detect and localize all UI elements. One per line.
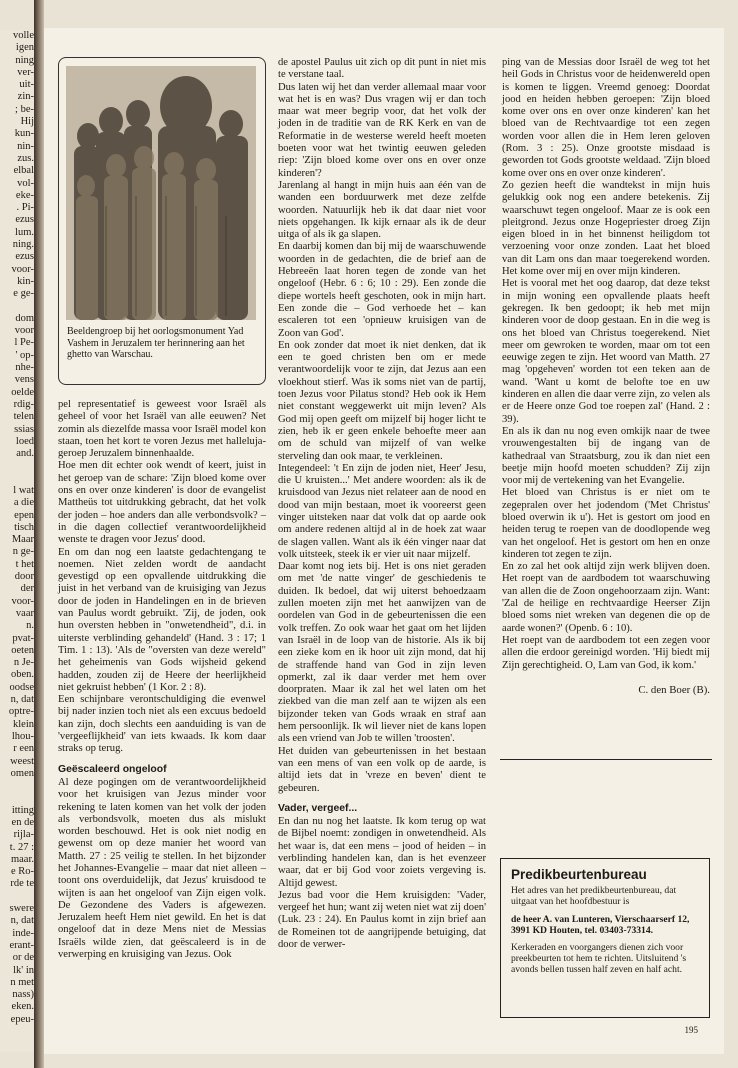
- margin-fragment: volle: [13, 30, 34, 41]
- margin-fragment: erant-: [9, 939, 34, 951]
- margin-fragment: [0, 891, 34, 903]
- margin-fragment: swere: [9, 903, 34, 915]
- margin-fragment: der: [20, 583, 34, 595]
- paragraph: En daarbij komen dan bij mij de waarschuwende woorden in de gedachten, die de brief aan de Hebreeën laat horen tegen de zonde van het ongeloof (Hebr. 6 : 6; 10 : 29). Een zonde die diepe wortels heeft geschoten, ook in mijn hart. Een zonde die – God verhoede het – kan escaleren tot een 'opnieuw kruisigen van de Zoon van God'.: [278, 241, 486, 339]
- margin-fragment: [0, 780, 34, 792]
- margin-fragment: . Pi-: [16, 202, 34, 214]
- margin-fragment: kin-: [17, 275, 34, 287]
- paragraph: Dus laten wij het dan verder allemaal maar voor wat het is en was? Dus vragen wij er dan toch maar wat meer begrip voor, dat het volk der joden in de traditie van de RK Kerk en van de Reformatie in de westerse wereld heeft moeten boeten voor wat het twintig eeuwen geleden riep: 'Zijn bloed kome over ons en over onze kinderen'?: [278, 81, 486, 179]
- margin-fragment: maar.: [10, 853, 34, 865]
- margin-fragment: igen: [15, 42, 34, 54]
- margin-fragment: Maar: [11, 534, 34, 546]
- margin-fragment: en de: [11, 817, 34, 828]
- margin-fragment: dom: [15, 312, 34, 324]
- margin-fragment: door: [14, 571, 34, 583]
- section-heading-escalated: Geëscaleerd ongeloof: [58, 763, 167, 775]
- paragraph: En als ik dan nu nog even omkijk naar de twee vrouwengestalten bij de ingang van de kathedraal van Straatsburg, zou ik dan niet een beetje mijn hoofd moeten schudden? Zij zijn voor mij de vertekening van het Evangelie.: [502, 425, 710, 487]
- paragraph: Een schijnbare verontschuldiging die evenwel bij nader inzien toch niet als een excuus bedoeld kan zijn, doch slechts een aanduiding is van de 'vergeeflijkheid' van iets kwaads. Ik kom daar straks op terug.: [58, 694, 266, 755]
- paragraph: Hoe men dit echter ook wendt of keert, juist in het geroep van de schare: 'Zijn bloed kome over ons en over onze kinderen' is door de evangelist Mattheüs tot uitdrukking gebracht, dat het volk der joden – hoe anders dan alle verbondsvolk? – in die dagen collectief verantwoordelijkheid wenste te dragen voor Jezus' dood.: [58, 460, 266, 546]
- margin-fragment: e Ro-: [10, 866, 34, 878]
- author-signature: C. den Boer (B).: [638, 683, 710, 696]
- paragraph: En om dan nog een laatste gedachtengang te noemen. Niet zelden wordt de aandacht gevestigd op een opvallende uitdrukking die juist in het verband van de kruisiging van Jezus door de joden in Handelingen en in de brieven van Paulus wordt gebruikt. 'Zij, de joden, ook hun oversten hebben in "onwetendheid", d.i. in uiterste verblinding gehandeld' (Hand. 3 : 17; 1 Tim. 1 : 13). 'Als de "oversten van deze wereld" het geheimenis van Gods wijsheid gekend hadden, zouden zij de Heere der heerlijkheid niet gekruist hebben' (1 Kor. 2 : 8).: [58, 546, 266, 693]
- margin-fragment: r een: [13, 743, 34, 755]
- paragraph: de apostel Paulus uit zich op dit punt in niet mis te verstane taal.: [278, 57, 486, 81]
- paragraph: En ook zonder dat moet ik niet denken, dat ik een te goed christen ben om er mede verantwoordelijk voor te zijn, dat Jezus aan een vloekhout stierf. Was ik soms niet van de partij, toen Jezus voor Pilatus stond? Heb ook ik Hem niet constant weggewerkt uit mijn leven? Als God mij open geeft om mijzelf bij hoger licht te zien, heb ik er geen enkele behoefte meer aan om de schuld van mijzelf of van welke sterveling dan ook maar, te verkleinen.: [278, 339, 486, 462]
- margin-fragment: ' op-: [15, 349, 34, 361]
- margin-fragment: rijla-: [13, 829, 34, 841]
- margin-fragment: ssias: [14, 423, 34, 435]
- margin-fragment: weest: [10, 755, 34, 767]
- paragraph: Al deze pogingen om de verantwoordelijkheid voor het kruisigen van Jezus minder voor rekening te laten komen van het volk der joden als verbondsvolk, moeten dus als mislukt worden beschouwd. Het is ook niet nodig en gewenst om op deze manier het woord van Matth. 27 : 25 veilig te stellen. In het bijzonder het Johannes-Evangelie – maar dat niet alleen – toont ons overduidelijk, dat Jezus' kruisdood te wijten is aan het ongeloof van Zijn eigen volk. De Gezondene des Vaders is afgewezen. Jeruzalem heeft Hem niet gewild. En het is dat ongeloof dat in deze Mens niet de Messias Israëls wilde zien, dat geëscaleerd is in de verwerping en kruisiging van Jezus. Ook: [58, 776, 266, 961]
- margin-fragment: [0, 460, 34, 472]
- margin-fragment: n, dat: [10, 915, 34, 927]
- margin-fragment: e ge-: [13, 288, 34, 300]
- margin-fragment: ning: [15, 54, 34, 66]
- column-3: [502, 57, 710, 696]
- margin-fragment: klein: [13, 718, 34, 730]
- margin-fragment: optre-: [8, 706, 34, 718]
- margin-fragment: epen: [14, 509, 34, 521]
- margin-fragment: oodse: [9, 681, 34, 693]
- margin-fragment: ver-: [17, 66, 34, 78]
- box-note: Kerkeraden en voorgangers dienen zich voor preekbeurten tot hem te richten. Uitsluitend 's avonds bellen tussen half zeven en half acht.: [511, 942, 687, 976]
- section-heading-father: Vader, vergeef...: [278, 802, 358, 814]
- photo-figure: [58, 57, 266, 385]
- paragraph: Het bloed van Christus is er niet om te zegepralen over het jodendom ('Met Christus' bloed overwin ik u'). Het is gestort om jood en heiden terug te roepen van de doodlopende weg van het ongeloof. Het is gestort om hen en onze kinderen tot zegen te zijn.: [502, 487, 710, 560]
- margin-fragment: pvat-: [12, 632, 34, 644]
- margin-fragment: rde te: [10, 878, 34, 890]
- margin-fragment: vaar: [15, 607, 34, 619]
- paragraph: Jarenlang al hangt in mijn huis aan één van de wanden een borduurwerk met deze zelfde woorden. Natuurlijk heb ik dat daar niet voor niets opgehangen. Ik kijk ernaar als ik de deur uitga of als ik ga slapen.: [278, 179, 486, 241]
- margin-fragment: zus.: [17, 152, 34, 164]
- column-1: [58, 399, 266, 961]
- margin-fragment: vens: [14, 374, 34, 386]
- margin-fragment: nin-: [17, 140, 34, 152]
- margin-fragment: or de: [12, 952, 34, 964]
- paragraph: Zo gezien heeft die wandtekst in mijn huis gelukkig ook nog een andere betekenis. Zij waarschuwt tegen ongeloof. Maar ze is ook een pleitgrond. Jezus onze Hogepriester droeg Zijn eigen bloed in in het binnenst heiligdom tot verzoening voor onze zonden. Laat het bloed van dit Lam ons dan maar toegerekend worden. Het kome over mij en over mijn kinderen.: [502, 179, 710, 278]
- page-number: 195: [684, 1025, 698, 1035]
- margin-fragment: voor-: [11, 595, 34, 607]
- margin-fragment: telen: [13, 411, 34, 423]
- margin-fragment: n, dat: [10, 694, 34, 706]
- margin-fragment: nass): [12, 989, 34, 1001]
- margin-fragment: n ge-: [12, 546, 34, 558]
- margin-fragment: kun-: [14, 128, 34, 140]
- margin-fragment: n met: [10, 976, 34, 988]
- paragraph: En dan nu nog het laatste. Ik kom terug op wat de Bijbel noemt: zondigen in onwetendheid. Als het waar is, dat een mens – jood of heiden – in verblinding handelen kan, dan is het evenzeer waar, dat er bij God voor zoiets vergeving is. Altijd gewest.: [278, 816, 486, 889]
- margin-fragment: zin-: [17, 91, 34, 103]
- margin-fragment: lum.: [15, 226, 34, 238]
- margin-fragment: uit-: [19, 79, 34, 91]
- margin-fragment: ning.: [12, 239, 34, 251]
- margin-fragment: Hij: [20, 116, 34, 128]
- margin-fragment: [0, 792, 34, 804]
- box-title: Predikbeurtenbureau: [511, 867, 647, 882]
- margin-fragment: eken.: [11, 1001, 34, 1013]
- paragraph: Daar komt nog iets bij. Het is ons niet geraden om met 'de natte vinger' de geschiedenis te duiden. Ik bedoel, dat wij uiterst behoedzaam zullen moeten zijn met het aanwijzen van de oordelen van God in de gebeurtenissen die een volk treffen. Zo ook waar het gaat om het lijden van Israël in de loop van de historie. Als ik bij een zieke kom en ik hoor uit zijn mond, dat hij de straffende hand van God in zijn leven opmerkt, zal ik daar verder met hem over doorpraten. Maar ik zal het wel laten om het ziekbed van die man zelf aan te wijzen als een bijzonder teken van Gods wraak en straf aan hem persoonlijk. Ik wil liever niet de kans lopen als een vriend van Job te willen 'troosten'.: [278, 561, 486, 745]
- previous-page-margin: [0, 30, 34, 1052]
- paragraph: Het is vooral met het oog daarop, dat deze tekst in mijn woning een opvallende plaats heeft gekregen. Ik ben gedoopt; ik heb met mijn kinderen voor de doop gestaan. En in die weg is ons het bloed van Christus toegerekend. Niet meer om gewroken te worden, maar om tot een eeuwige zegen te zijn. Het woord van Matth. 27 mag 'opgeheven' worden tot een teken aan de wand. 'Want u komt de belofte toe en uw kinderen en allen die daar verre zijn, zo velen als er de Heere onze God toe roepen zal' (Hand. 2 : 39).: [502, 278, 710, 425]
- margin-fragment: epeu-: [10, 1013, 34, 1025]
- predikbeurten-box: [500, 858, 710, 1018]
- margin-fragment: itting: [11, 804, 34, 816]
- margin-fragment: eke-: [15, 189, 34, 201]
- box-intro: Het adres van het predikbeurtenbureau, dat uitgaat van het hoofdbestuur is: [511, 885, 677, 908]
- margin-fragment: lhou-: [11, 730, 34, 742]
- paragraph: Jezus bad voor die Hem kruisigden: 'Vader, vergeef het hun; want zij weten niet wat zij doen' (Luk. 23 : 24). En Paulus komt in zijn brief aan de Romeinen tot de aangrijpende betuiging, dat door de verwer-: [278, 889, 486, 951]
- margin-fragment: ezus: [15, 251, 34, 263]
- margin-fragment: t. 27 :: [9, 841, 34, 853]
- margin-fragment: oben.: [10, 669, 34, 681]
- margin-fragment: loed: [15, 435, 34, 447]
- margin-fragment: nhe-: [15, 362, 34, 374]
- margin-fragment: oelde: [11, 386, 34, 398]
- margin-fragment: vol-: [17, 177, 34, 189]
- paragraph: Het roept van de aardbodem tot een zegen voor allen die erdoor gereinigd worden. 'Hij biedt mij Zijn gerechtigheid. O, Lam van God, ik kom.': [502, 634, 710, 671]
- paragraph: En zo zal het ook altijd zijn werk blijven doen. Het roept van de aardbodem tot waarschuwing van allen die de Zoon ongehoorzaam zijn. Want: 'Zal de heilige en rechtvaardige Heerser Zijn bloed soms niet wreken van degenen die op de aarde wonen?' (Openb. 6 : 10).: [502, 561, 710, 634]
- margin-fragment: voor: [14, 325, 34, 337]
- book-spine: [34, 0, 44, 1068]
- margin-fragment: tisch: [14, 521, 34, 533]
- margin-fragment: t het: [15, 558, 34, 570]
- margin-fragment: [0, 473, 34, 485]
- margin-fragment: l Pe-: [14, 337, 34, 349]
- margin-fragment: and.: [16, 448, 34, 460]
- sculpture-photo: [66, 66, 256, 320]
- margin-fragment: inde-: [12, 927, 34, 939]
- margin-fragment: n Je-: [13, 657, 34, 669]
- margin-fragment: ezus: [15, 214, 34, 226]
- margin-fragment: voor-: [11, 263, 34, 275]
- margin-fragment: omen: [10, 767, 34, 779]
- margin-fragment: n.: [26, 620, 34, 632]
- margin-fragment: elbal: [13, 165, 34, 177]
- margin-fragment: lk' in: [13, 964, 34, 976]
- paragraph: Integendeel: 't En zijn de joden niet, Heer' Jesu, die U kruisten...' Met andere woorden: als ik de kruisdood van Jezus niet relateer aan de nood en dood van mijn bestaan, moet ik vooreerst geen vinger uitsteken naar dat volk dat op aarde ook om andere redenen altijd al in de hoek zat waar de slagen vallen. Want als ik één vinger naar dat volk uitsteek, steek ik er vier uit naar mijzelf.: [278, 462, 486, 560]
- box-address: de heer A. van Lunteren, Vierschaarserf 12, 3991 KD Houten, tel. 03403-73314.: [511, 913, 690, 936]
- margin-fragment: a die: [13, 497, 34, 509]
- column-2: [278, 57, 486, 951]
- paragraph: pel representatief is geweest voor Israël als geheel of voor het Israël van alle eeuwen? Net zomin als diezelfde massa voor Israël model kon staan, toen het kort te voren Jezus met halleluja-geroep Jeruzalem binnenhaalde.: [58, 399, 266, 460]
- photo-caption: Beeldengroep bij het oorlogsmonument Yad Vashem in Jeruzalem ter herinnering aan het ghetto van Warschau.: [67, 326, 245, 361]
- paragraph: ping van de Messias door Israël de weg tot het heil Gods in Christus voor de heidenwereld open is komen te liggen. Vreemd genoeg: Doordat jood en heiden hebben geroepen: 'Zijn bloed kome over ons en over onze kinderen' kan het bloed van de Rechtvaardige tot een zegen worden voor allen die in Hem leren geloven (Rom. 3 : 25). Onze grootste misdaad is geworden tot Gods grootste weldaad. 'Zijn bloed kome over ons en over onze kinderen'.: [502, 57, 710, 179]
- margin-fragment: [0, 301, 34, 313]
- margin-fragment: oeten: [11, 644, 34, 656]
- paragraph: Het duiden van gebeurtenissen in het bestaan van een mens of van een volk op de aarde, is altijd iets dat in 'vreze en beven' dient te gebeuren.: [278, 745, 486, 794]
- margin-fragment: ; be-: [15, 103, 34, 115]
- divider-rule: [500, 759, 712, 760]
- margin-fragment: rdig-: [13, 398, 34, 410]
- margin-fragment: l wat: [13, 484, 34, 496]
